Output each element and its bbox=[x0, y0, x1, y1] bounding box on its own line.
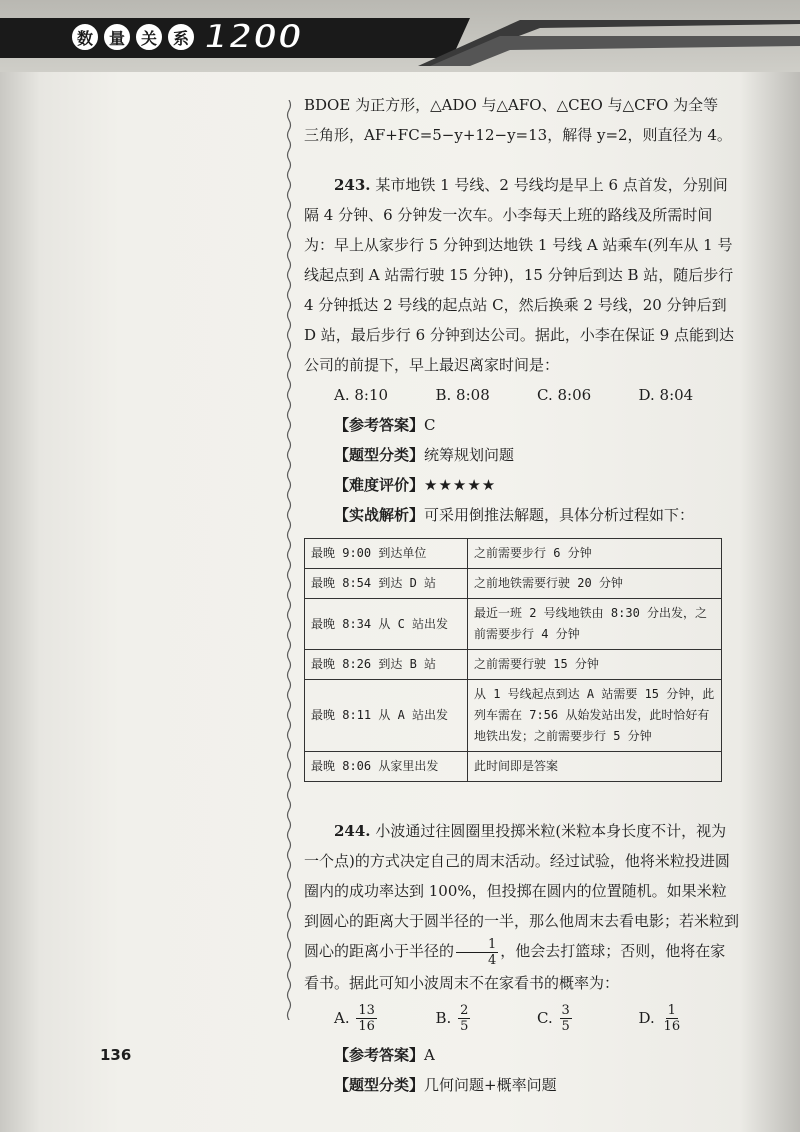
table-row bbox=[305, 650, 722, 680]
answer-label: 【参考答案】 bbox=[334, 416, 425, 434]
table-cell: 最晚 8:54 到达 D 站 bbox=[305, 569, 468, 599]
answer-value: C bbox=[424, 416, 436, 434]
table-cell: 此时间即是答案 bbox=[468, 752, 722, 782]
question-stem: 小波通过往圆圈里投掷米粒(米粒本身长度不计，视为一个点)的方式决定自己的周末活动。经过试验，他将米粒投进圆圈内的成功率达到 100%，但投掷在圆内的位置随机。如果米粒到圆心的距离大于圆半径的一半，那么他周末去看电影；若米粒到圆心的距离小于半径的 bbox=[304, 822, 740, 960]
page-content bbox=[304, 90, 740, 1100]
choice-d: D. 8:04 bbox=[638, 386, 694, 404]
choice-b bbox=[436, 1003, 538, 1035]
table-cell: 从 1 号线起点到达 A 站需要 15 分钟，此列车需在 7:56 从始发站出发，此时恰好有地铁出发；之前需要步行 5 分钟 bbox=[468, 680, 722, 752]
fraction-numerator: 1 bbox=[667, 1003, 676, 1019]
binding-wavy-line bbox=[282, 100, 296, 1020]
analysis-table bbox=[304, 538, 722, 782]
table-cell: 之前地铁需要行驶 20 分钟 bbox=[468, 569, 722, 599]
difficulty-line bbox=[304, 470, 740, 500]
header-band bbox=[0, 0, 800, 72]
type-value: 几何问题+概率问题 bbox=[424, 1075, 557, 1094]
intro-line: 三角形，AF+FC=5−y+12−y=13，解得 y=2，则直径为 4。 bbox=[304, 126, 732, 144]
analysis-line bbox=[304, 500, 740, 530]
fraction-numerator: 13 bbox=[358, 1003, 375, 1019]
fraction bbox=[560, 1003, 572, 1034]
choice-c: C. 8:06 bbox=[537, 386, 592, 404]
fraction-denominator: 5 bbox=[460, 1019, 469, 1035]
table-row bbox=[305, 599, 722, 650]
analysis-text: 可采用倒推法解题，具体分析过程如下： bbox=[424, 506, 695, 524]
series-char: 量 bbox=[102, 22, 132, 52]
table-cell: 最晚 9:00 到达单位 bbox=[305, 539, 468, 569]
table-cell: 之前需要步行 6 分钟 bbox=[468, 539, 722, 569]
table-row bbox=[305, 569, 722, 599]
type-label: 【题型分类】 bbox=[334, 1075, 425, 1094]
question-stem: 某市地铁 1 号线、2 号线均是早上 6 点首发，分别间隔 4 分钟、6 分钟发一次车。小李每天上班的路线及所需时间为：早上从家步行 5 分钟到达地铁 1 号线 A 站乘车(列车从 1 号线起点到 A 站需行驶 15 分钟)，15 分钟后到达 B 站，随后步行 4 分钟抵达 2 号线的起点站 C，然后换乘 2 号线，20 分钟后到 D 站，最后步行 6 分钟到达公司。据此，小李在保证 9 点能到达公司的前提下，早上最迟离家时间是： bbox=[304, 176, 734, 374]
answer-line bbox=[304, 410, 740, 440]
page-number: 136 bbox=[100, 1046, 132, 1064]
table-cell: 最晚 8:34 从 C 站出发 bbox=[305, 599, 468, 650]
choice-a: A. 8:10 bbox=[334, 386, 389, 404]
fraction-numerator: 3 bbox=[561, 1003, 570, 1019]
series-number: 1200 bbox=[204, 17, 303, 57]
intro-line: BDOE 为正方形，△ADO 与△AFO、△CEO 与△CFO 为全等 bbox=[304, 96, 719, 114]
choice-b: B. 8:08 bbox=[435, 386, 490, 404]
fraction bbox=[356, 1003, 377, 1034]
fraction bbox=[662, 1003, 683, 1034]
question-244 bbox=[304, 816, 740, 998]
question-243 bbox=[304, 170, 740, 380]
choice-c bbox=[537, 1003, 639, 1035]
fraction-denominator: 5 bbox=[561, 1019, 570, 1035]
fraction bbox=[458, 1003, 470, 1034]
series-char: 数 bbox=[70, 22, 100, 52]
table-cell: 之前需要行驶 15 分钟 bbox=[468, 650, 722, 680]
choice-label: C. bbox=[537, 1008, 553, 1027]
fraction-denominator: 4 bbox=[488, 952, 497, 968]
difficulty-label: 【难度评价】 bbox=[334, 476, 425, 494]
type-label: 【题型分类】 bbox=[334, 446, 425, 464]
type-value: 统筹规划问题 bbox=[424, 446, 515, 464]
series-char: 系 bbox=[166, 22, 196, 52]
table-cell: 最晚 8:26 到达 B 站 bbox=[305, 650, 468, 680]
analysis-label: 【实战解析】 bbox=[334, 506, 425, 524]
choice-label: D. bbox=[638, 1008, 655, 1027]
fraction-denominator: 16 bbox=[663, 1019, 681, 1035]
table-row bbox=[305, 680, 722, 752]
choice-d bbox=[639, 1003, 741, 1035]
fraction-numerator: 2 bbox=[460, 1003, 469, 1019]
table-row bbox=[305, 539, 722, 569]
table-cell: 最近一班 2 号线地铁由 8:30 分出发，之前需要步行 4 分钟 bbox=[468, 599, 722, 650]
type-line bbox=[304, 1070, 740, 1100]
answer-line bbox=[304, 1040, 740, 1070]
answer-label: 【参考答案】 bbox=[334, 1045, 425, 1064]
series-title bbox=[70, 17, 303, 57]
series-char: 关 bbox=[134, 22, 164, 52]
fraction-numerator: 1 bbox=[456, 937, 498, 953]
table-cell: 最晚 8:11 从 A 站出发 bbox=[305, 680, 468, 752]
choice-label: A. bbox=[334, 1008, 350, 1027]
choice-label: B. bbox=[435, 1008, 452, 1027]
type-line bbox=[304, 440, 740, 470]
question-stem: ，他会去打篮球；否则，他将在家看书。据此可知小波周末不在家看书的概率为： bbox=[304, 942, 726, 992]
fraction bbox=[456, 937, 498, 968]
fraction-denominator: 16 bbox=[358, 1019, 375, 1035]
table-cell: 最晚 8:06 从家里出发 bbox=[305, 752, 468, 782]
question-number: 243. bbox=[334, 176, 371, 194]
table-row bbox=[305, 752, 722, 782]
choice-a bbox=[334, 1003, 436, 1035]
question-number: 244. bbox=[334, 822, 371, 840]
choice-list bbox=[304, 998, 740, 1040]
choice-list bbox=[304, 380, 740, 410]
difficulty-stars: ★★★★★ bbox=[424, 476, 497, 494]
answer-value: A bbox=[424, 1045, 435, 1064]
